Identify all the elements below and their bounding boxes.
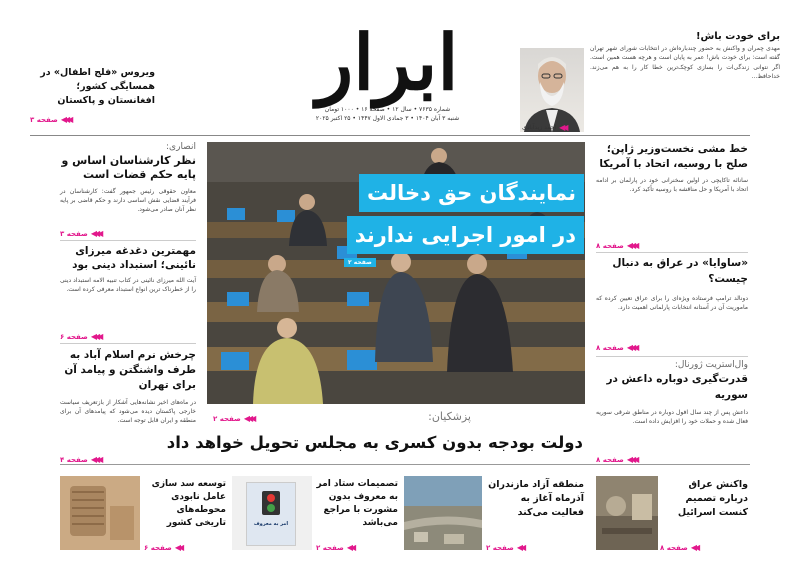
main-photo-page: صفحه ۲ bbox=[344, 258, 376, 267]
main-headline-line1: نمایندگان حق دخالت bbox=[359, 174, 584, 212]
author-arrow-icon: ◀◀ bbox=[559, 123, 566, 132]
portrait-image bbox=[520, 48, 584, 132]
bottom-4-page: ◀◀ صفحه ۶ bbox=[144, 543, 182, 552]
column-body: مهدی چمران و واکنش به حضور چندباره‌اش در انتخابات شورای شهر تهران گفته است: برای خودت باش! عمر به پایان است و هرچه هست همین است. اگر نتوانی زندگی‌ات را بسازی کوچک‌ترین خطا کار را به هم می‌زند. خداحافظ... bbox=[590, 45, 780, 80]
bottom-1-page: ◀◀ صفحه ۸ bbox=[660, 543, 698, 552]
right-s3-headline: قدرت‌گیری دوباره داعش در سوریه bbox=[606, 373, 748, 401]
main-sub-headline: دولت بودجه بدون کسری به مجلس تحویل خواهد داد bbox=[166, 433, 583, 452]
right-s2-headline: «ساوایا» در عراق به دنبال چیست؟ bbox=[612, 257, 748, 285]
column-block bbox=[520, 30, 780, 130]
freezone-photo bbox=[404, 476, 482, 550]
masthead bbox=[300, 18, 475, 136]
bottom-2-headline: منطقه آزاد مازندران آذرماه آغاز به فعالیت می‌کند bbox=[488, 479, 584, 518]
left-top-story[interactable] bbox=[30, 66, 155, 128]
main-headline-line2: در امور اجرایی ندارند bbox=[347, 216, 584, 254]
divider bbox=[30, 135, 750, 136]
left-top-page: ◀◀◀ صفحه ۳ bbox=[30, 115, 71, 124]
divider bbox=[596, 356, 748, 357]
right-story-2[interactable] bbox=[596, 256, 748, 352]
left-s1-page: ◀◀◀ صفحه ۳ bbox=[60, 229, 101, 238]
divider bbox=[596, 252, 748, 253]
left-s3-body: در ماه‌های اخیر نشانه‌هایی آشکار از بازتعریف سیاست خارجی پاکستان دیده می‌شود که پیامدهای آن برای منطقه و ایران قابل توجه است. bbox=[60, 398, 196, 424]
bottom-4-photo bbox=[60, 476, 140, 550]
knesset-photo bbox=[596, 476, 658, 550]
ruins-photo bbox=[60, 476, 140, 550]
bottom-2-photo bbox=[404, 476, 482, 550]
author-portrait bbox=[520, 48, 584, 132]
left-s2-body: آیت الله میرزای نائینی در کتاب تنبیه الامه استبداد دینی را از خطرناک ترین انواع استبداد معرفی کرده است. bbox=[60, 277, 196, 294]
masthead-date: شنبه ۳ آبان ۱۴۰۴ • ۳ جمادی الاول ۱۴۴۷ • ۲۵ اکتبر ۲۰۲۵ bbox=[315, 115, 460, 122]
divider bbox=[60, 240, 196, 241]
bottom-1-headline: واکنش عراق درباره تصمیم کنست اسرائیل bbox=[677, 479, 748, 518]
left-s3-page: ◀◀◀ صفحه ۴ bbox=[60, 455, 101, 464]
main-sub-page: ◀◀◀ صفحه ۲ bbox=[213, 414, 254, 423]
column-author bbox=[522, 123, 565, 132]
right-story-1[interactable] bbox=[596, 142, 748, 250]
bottom-story-1[interactable] bbox=[596, 470, 748, 556]
left-s1-kicker: انصاری: bbox=[166, 142, 196, 152]
main-kicker: پزشکیان: bbox=[428, 410, 471, 423]
book-title: امر به معروف bbox=[253, 521, 289, 527]
bottom-3-headline: تصمیمات ستاد امر به معروف بدون مشورت با مراجع می‌باشد bbox=[316, 479, 398, 529]
main-sub-story[interactable] bbox=[166, 410, 587, 460]
divider bbox=[60, 464, 750, 465]
right-s1-headline: خط مشی نخست‌وزیر ژاپن؛ صلح با روسیه، اتحاد با آمریکا bbox=[599, 143, 748, 171]
bottom-4-headline: توسعه سد سازی عامل نابودی محوطه‌های تاریخی کشور bbox=[151, 479, 226, 529]
arrow-icon: ◀◀◀ bbox=[60, 115, 71, 124]
left-s3-headline: چرخش نرم اسلام آباد به طرف واشنگتن و پیامد آن برای تهران bbox=[64, 349, 196, 392]
left-story-1[interactable] bbox=[60, 142, 196, 238]
right-s3-kicker: وال‌استریت ژورنال: bbox=[674, 360, 748, 370]
traffic-light-icon bbox=[262, 491, 280, 515]
right-s3-body: داعش پس از چند سال افول دوباره در مناطق شرقی سوریه فعال شده و حملات خود را افزایش داده است. bbox=[596, 408, 748, 425]
left-s2-page: ◀◀◀ صفحه ۶ bbox=[60, 332, 101, 341]
bottom-story-2[interactable] bbox=[404, 470, 584, 556]
bottom-story-3[interactable] bbox=[232, 470, 398, 556]
right-s2-page: ◀◀◀ صفحه ۸ bbox=[596, 343, 637, 352]
bottom-1-photo bbox=[596, 476, 658, 550]
author-name: احمد زیدآبادی bbox=[522, 124, 557, 131]
left-story-2[interactable] bbox=[60, 245, 196, 341]
masthead-edition: شماره ۷۶۳۵ • سال ۱۲ • صفحه ۱۶ • ۱۰۰۰ تومان bbox=[324, 106, 451, 113]
right-s1-page: ◀◀◀ صفحه ۸ bbox=[596, 241, 637, 250]
masthead-logo: ابرار bbox=[316, 18, 459, 107]
right-s1-body: سانائه تاکایچی در اولین سخنرانی خود در پارلمان بر ادامه اتحاد با آمریکا و حل مناقشه با روسیه تأکید کرد. bbox=[596, 177, 748, 194]
bottom-3-page: ◀◀ صفحه ۲ bbox=[316, 543, 354, 552]
book-cover bbox=[246, 482, 296, 546]
left-s2-headline: مهمترین دغدغه میرزای نائینی؛ استبداد دینی بود bbox=[72, 245, 196, 271]
left-s1-body: معاون حقوقی رئیس جمهور گفت: کارشناسان در فرآیند قضایی نقش اساسی دارند و حکم قاضی بر پایه نظر آنان صادر می‌شود. bbox=[60, 187, 196, 213]
left-s1-headline: نظر کارشناسان اساس و پایه حکم قضات است bbox=[61, 154, 196, 182]
bottom-3-photo bbox=[232, 476, 312, 550]
right-s2-body: دونالد ترامپ فرستاده ویژه‌ای را برای عراق تعیین کرده که ماموریت آن در آستانه انتخابات پارلمانی اهمیت دارد. bbox=[596, 294, 748, 311]
bottom-story-4[interactable] bbox=[60, 470, 226, 556]
right-s3-page: ◀◀◀ صفحه ۸ bbox=[596, 455, 637, 464]
column-title[interactable]: برای خودت باش! bbox=[695, 31, 780, 42]
right-story-3[interactable] bbox=[596, 360, 748, 464]
main-headline-box[interactable] bbox=[338, 174, 584, 266]
left-top-headline: ویروس «فلج اطفال» در همسایگی کشور؛ افغانستان و پاکستان bbox=[40, 67, 155, 106]
bottom-2-page: ◀◀ صفحه ۲ bbox=[486, 543, 524, 552]
divider bbox=[60, 343, 196, 344]
